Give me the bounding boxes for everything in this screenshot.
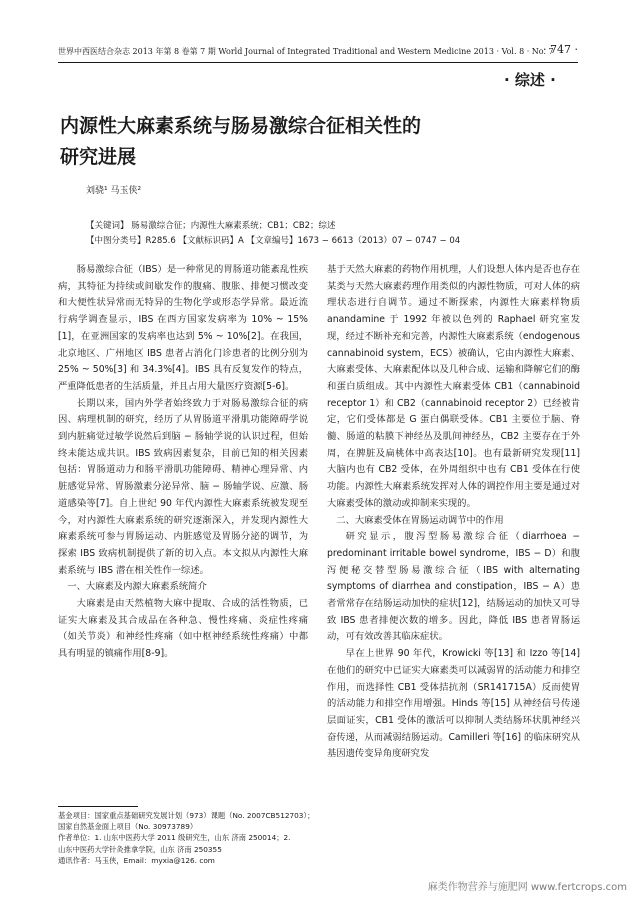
footnote-rule: [58, 806, 138, 807]
title-line-1: 内源性大麻素系统与肠易激综合征相关性的: [60, 115, 422, 137]
footnotes: [58, 810, 315, 866]
paragraph: 基于天然大麻素的药物作用机理，人们设想人体内是否也存在某类与天然大麻素药理作用类似的内源性物质，可对人体的病理状态进行自调节。通过不断探索，内源性大麻素样物质 anandamine 于 1992 年被以色列的 Raphael 研究室发现，经过不断补充和完善，内源性大麻素系统（endogenous cannabinoid system，ECS）被确认，它由内源性大麻素、大麻素受体、大麻素配体以及几种合成、运输和降解它们的酶和蛋白质组成。其中内源性大麻素受体 CB1（cannabinoid receptor 1）和 CB2（cannabinoid receptor 2）已经被肯定，它们受体都是 G 蛋白偶联受体。CB1 主要位于脑、脊髓、肠道的粘膜下神经丛及肌间神经丛，CB2 主要存在于外周，在脾脏及扁桃体中高表达[10]。也有最新研究发现[11] 大脑内也有 CB2 受体，在外周组织中也有 CB1 受体在行使功能。内源性大麻素系统发挥对人体的调控作用主要是通过对大麻素受体的激动或抑制来实现的。: [327, 264, 580, 509]
footnote-line: 山东中医药大学针灸推拿学院，山东 济南 250355: [58, 844, 222, 854]
article-title: [60, 111, 530, 173]
page-number: · 747 ·: [543, 43, 578, 56]
journal-header-text: 世界中西医结合杂志 2013 年第 8 卷第 7 期 World Journal of Integrated Traditional and Western Medicine 2013 · Vol. 8 · No. 7: [58, 47, 554, 56]
header-rule: [58, 62, 578, 63]
watermark: 麻类作物营养与施肥网 www.fertcrops.com: [427, 882, 627, 893]
paragraph: 长期以来，国内外学者始终致力于对肠易激综合征的病因、病理机制的研究，经历了从胃肠道平滑肌功能障碍学说到内脏痛觉过敏学说然后到脑 − 肠轴学说的认识过程，但始终未能达成共识。IBS 致病因素复杂，目前已知的相关因素包括：胃肠道动力和肠平滑肌功能障碍、精神心理异常、内脏感觉异常、胃肠激素分泌异常、脑 − 肠轴学说、应激、肠道感染等[7]。自上世纪 90 年代内源性大麻素系统被发现至今，对内源性大麻素系统的研究逐渐深入，并发现内源性大麻素系统可参与胃肠运动、内脏感觉及胃肠分泌的调节，为探索 IBS 致病机制提供了新的切入点。本文拟从内源性大麻素系统与 IBS 潜在相关性作一综述。: [58, 397, 308, 576]
section-heading: 一、大麻素及内源大麻素系统简介: [67, 581, 207, 593]
running-header: [58, 42, 578, 60]
footnote-line: 基金项目：国家重点基础研究发展计划（973）课题（No. 2007CB512703）；: [58, 811, 315, 820]
left-column: [58, 262, 308, 663]
footnote-line: 作者单位：1. 山东中医药大学 2011 级研究生，山东 济南 250014；2.: [58, 833, 291, 843]
paragraph: 肠易激综合征（IBS）是一种常见的胃肠道功能紊乱性疾病，其特征为持续或间歇发作的腹痛、腹胀、排便习惯改变和大便性状异常而无特异的生物化学或形态学异常。最近流行病学调查显示，IBS 在西方国家发病率为 10% ~ 15%[1]，在亚洲国家的发病率也达到 5% ~ 10%[2]。在我国，北京地区、广州地区 IBS 患者占消化门诊患者的比例分别为 25% ~ 50%[3] 和 34.3%[4]。IBS 具有反复发作的特点，严重降低患者的生活质量，并且占用大量医疗资源[5-6]。: [58, 264, 308, 392]
keywords: 【关键词】 肠易激综合征；内源性大麻素系统；CB1；CB2；综述: [86, 221, 336, 231]
footnote-line: 通讯作者：马玉侠，Email：myxia@126. com: [58, 855, 215, 865]
classification-info: 【中图分类号】R285.6 【文献标识码】A 【文章编号】1673 − 6613（2013）07 − 0747 − 04: [86, 236, 461, 246]
authors: 刘骁¹ 马玉侠²: [86, 186, 142, 196]
section-tag: · 综述 ·: [504, 71, 556, 89]
right-column: [327, 262, 580, 763]
paragraph: 早在上世界 90 年代，Krowicki 等[13] 和 Izzo 等[14] 在他们的研究中已证实大麻素类可以减弱胃的活动能力和排空作用，而选择性 CB1 受体拮抗剂（SR141715A）反而使胃的活动能力和排空作用增强。Hinds 等[15] 从神经信号传递层面证实，CB1 受体的激活可以抑制人类结肠环状肌神经兴奋传递，从而减弱结肠运动。Camilleri 等[16] 的临床研究从基因遗传变异角度研究发: [327, 648, 580, 760]
paragraph: 研究显示，腹泻型肠易激综合征（diarrhoea − predominant irritable bowel syndrome，IBS − D）和腹泻便秘交替型肠易激综合征（IBS with alternating symptoms of diarrhea and constipation，IBS − A）患者常常存在结肠运动加快的症状[12]，结肠运动的加快又可导致 IBS 患者排便次数的增多。因此，降低 IBS 患者胃肠运动，可有效改善其临床症状。: [327, 531, 580, 643]
section-heading: 二、大麻素受体在胃肠运动调节中的作用: [336, 514, 504, 526]
title-line-2: 研究进展: [60, 146, 137, 168]
footnote-line: 国家自然基金面上项目（No. 30973789）: [58, 822, 198, 832]
paragraph: 大麻素是由天然植物大麻中提取、合成的活性物质，已证实大麻素及其合成品在各种急、慢性疼痛、炎症性疼痛（如关节炎）和神经性疼痛（如中枢神经系统性疼痛）中都具有明显的镇痛作用[8-9]。: [58, 598, 308, 660]
